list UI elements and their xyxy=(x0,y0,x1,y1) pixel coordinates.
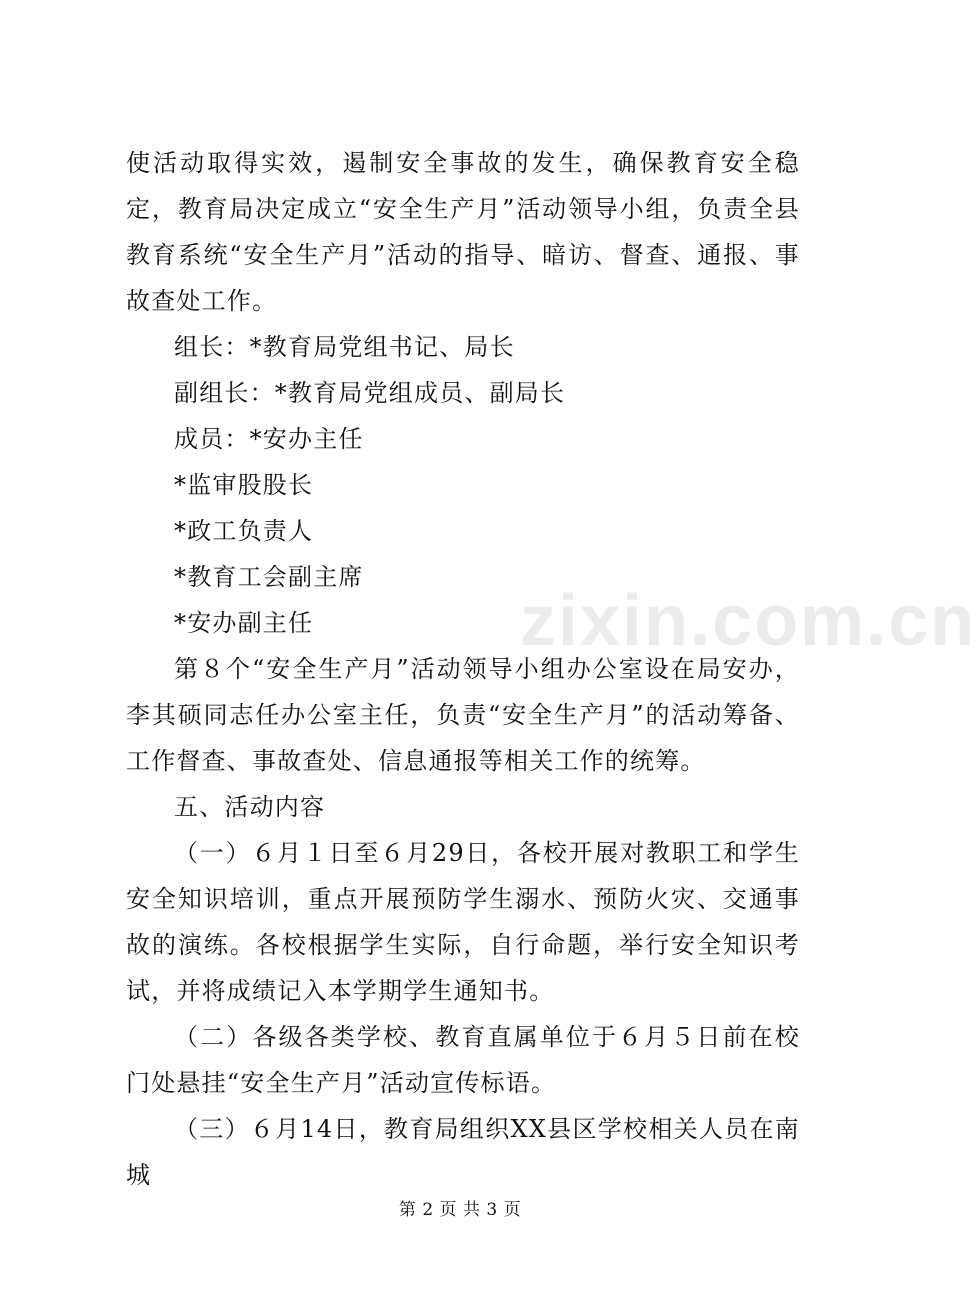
paragraph-member-item: *监审股股长 xyxy=(174,471,314,499)
document-body xyxy=(126,140,800,1198)
page-footer: 第 2 页 共 3 页 xyxy=(398,1200,522,1220)
paragraph-group-leader: 组长：*教育局党组书记、局长 xyxy=(174,333,515,361)
paragraph-item-2: （二）各级各类学校、教育直属单位于６月５日前在校门处悬挂“安全生产月”活动宣传标语。 xyxy=(126,1023,800,1097)
paragraph-deputy-leader: 副组长：*教育局党组成员、副局长 xyxy=(174,379,566,407)
paragraph-office: 第８个“安全生产月”活动领导小组办公室设在局安办，李其硕同志任办公室主任，负责“安全生产月”的活动筹备、工作督查、事故查处、信息通报等相关工作的统筹。 xyxy=(126,655,800,775)
watermark: zixin.com.cn xyxy=(520,581,976,661)
section-heading: 五、活动内容 xyxy=(174,793,326,821)
paragraph-item-1: （一）６月１日至６月29日，各校开展对教职工和学生安全知识培训，重点开展预防学生溺水、预防火灾、交通事故的演练。各校根据学生实际，自行命题，举行安全知识考试，并将成绩记入本学期学生通知书。 xyxy=(126,839,800,1005)
paragraph-item-3: （三）６月14日，教育局组织XX县区学校相关人员在南城 xyxy=(126,1115,800,1189)
paragraph-member-item: *政工负责人 xyxy=(174,517,314,545)
paragraph-member-item: *安办副主任 xyxy=(174,609,314,637)
paragraph: 使活动取得实效，遏制安全事故的发生，确保教育安全稳定，教育局决定成立“安全生产月”活动领导小组，负责全县教育系统“安全生产月”活动的指导、暗访、督查、通报、事故查处工作。 xyxy=(126,149,800,315)
paragraph-members: 成员：*安办主任 xyxy=(174,425,364,453)
paragraph-member-item: *教育工会副主席 xyxy=(174,563,364,591)
